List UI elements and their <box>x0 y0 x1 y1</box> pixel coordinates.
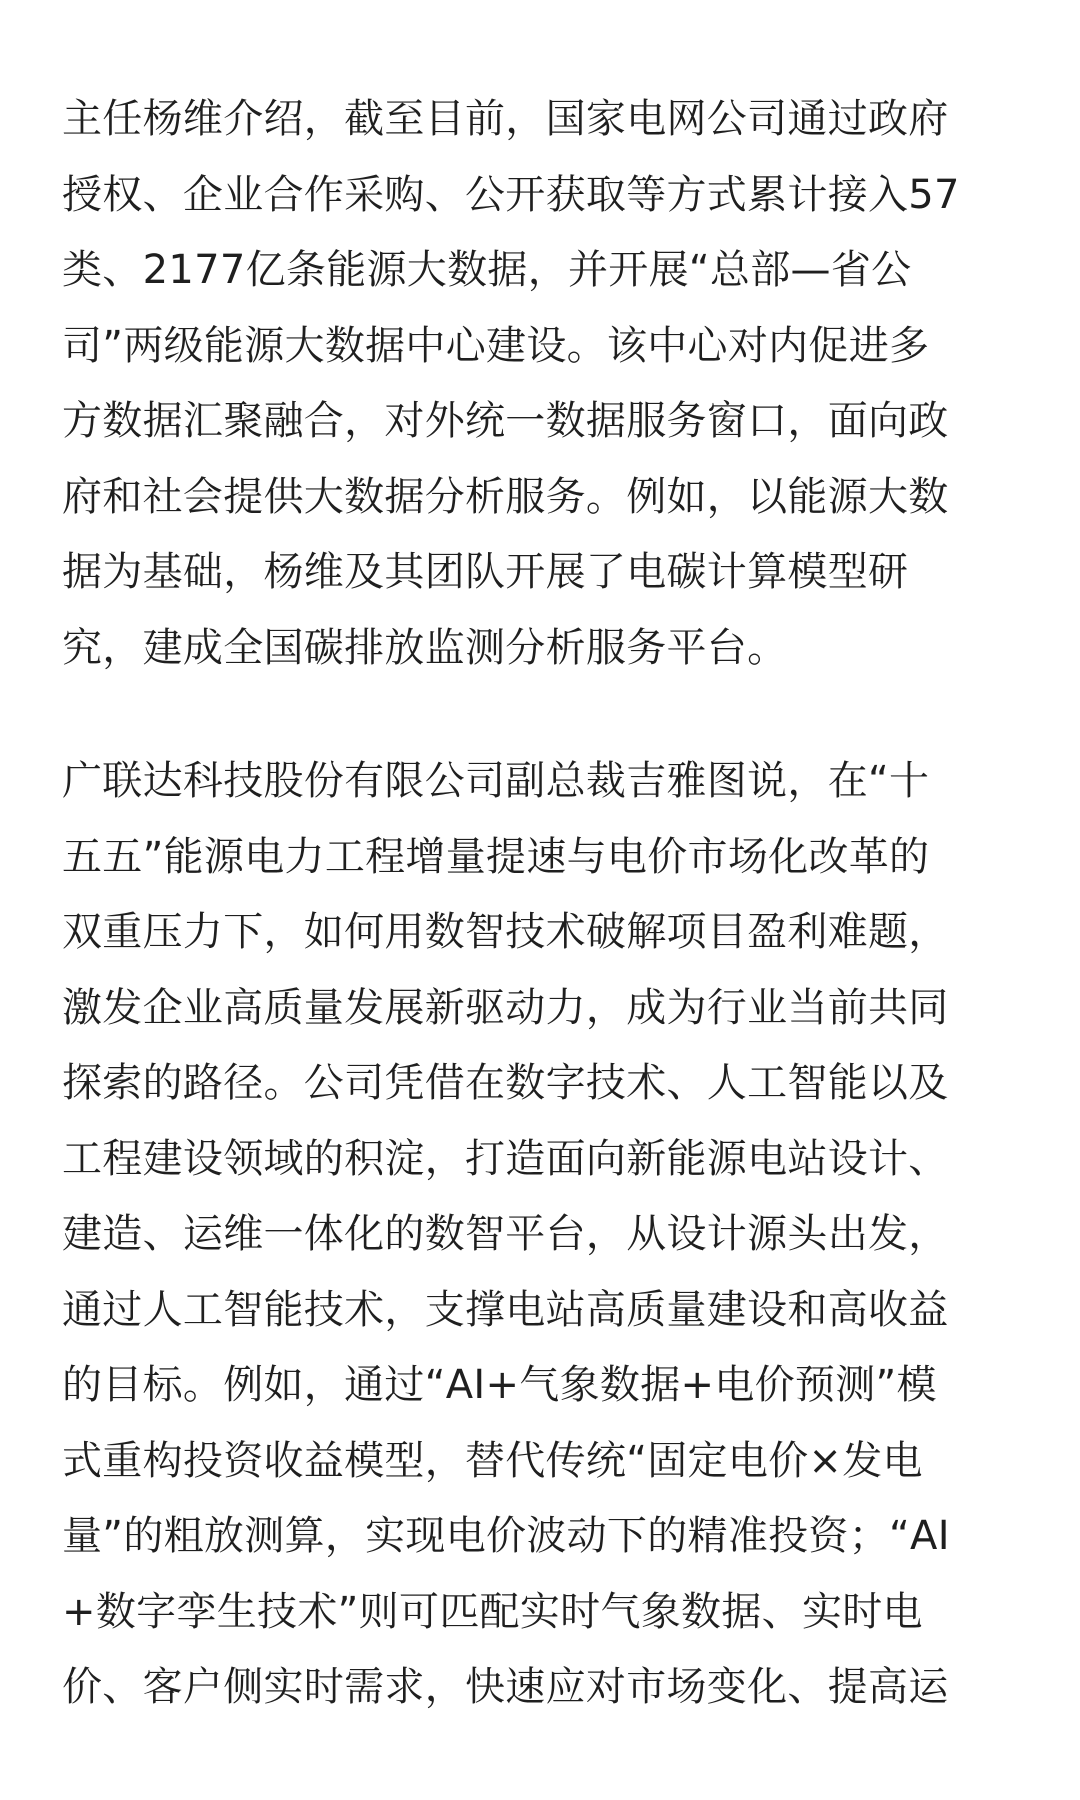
text-line: 式重构投资收益模型，替代传统“固定电价×发电 <box>62 1437 923 1484</box>
text-line: 司”两级能源大数据中心建设。该中心对内促进多 <box>62 322 930 369</box>
text-line: 究，建成全国碳排放监测分析服务平台。 <box>62 624 788 671</box>
text-line: 价、客户侧实时需求，快速应对市场变化、提高运 <box>62 1664 949 1710</box>
text-line: 主任杨维介绍，截至目前，国家电网公司通过政府 <box>62 96 949 142</box>
text-line: 五五”能源电力工程增量提速与电价市场化改革的 <box>62 833 930 880</box>
text-line: 工程建设领域的积淀，打造面向新能源电站设计、 <box>62 1135 949 1182</box>
text-line: +数字孪生技术”则可匹配实时气象数据、实时电 <box>62 1588 923 1635</box>
text-line: 激发企业高质量发展新驱动力，成为行业当前共同 <box>62 984 949 1031</box>
text-line: 类、2177亿条能源大数据，并开展“总部—省公 <box>62 247 912 293</box>
text-line: 方数据汇聚融合，对外统一数据服务窗口，面向政 <box>62 398 949 444</box>
text-line: 据为基础，杨维及其团队开展了电碳计算模型研 <box>62 549 909 595</box>
paragraph-2 <box>62 744 1022 1726</box>
paragraph-1 <box>62 82 1022 686</box>
text-line: 的目标。例如，通过“AI+气象数据+电价预测”模 <box>62 1362 937 1408</box>
text-line: 府和社会提供大数据分析服务。例如，以能源大数 <box>62 473 949 520</box>
article-body <box>62 82 1022 1726</box>
text-line: 探索的路径。公司凭借在数字技术、人工智能以及 <box>62 1060 949 1106</box>
text-line: 通过人工智能技术，支撑电站高质量建设和高收益 <box>62 1286 949 1333</box>
text-line: 建造、运维一体化的数智平台，从设计源头出发， <box>62 1211 949 1257</box>
paragraph-gap <box>62 686 1022 744</box>
text-line: 广联达科技股份有限公司副总裁吉雅图说，在“十 <box>62 758 930 804</box>
text-line: 授权、企业合作采购、公开获取等方式累计接入57 <box>62 171 960 218</box>
text-line: 量”的粗放测算，实现电价波动下的精准投资；“AI <box>62 1513 950 1559</box>
text-line: 双重压力下，如何用数智技术破解项目盈利难题， <box>62 909 949 955</box>
